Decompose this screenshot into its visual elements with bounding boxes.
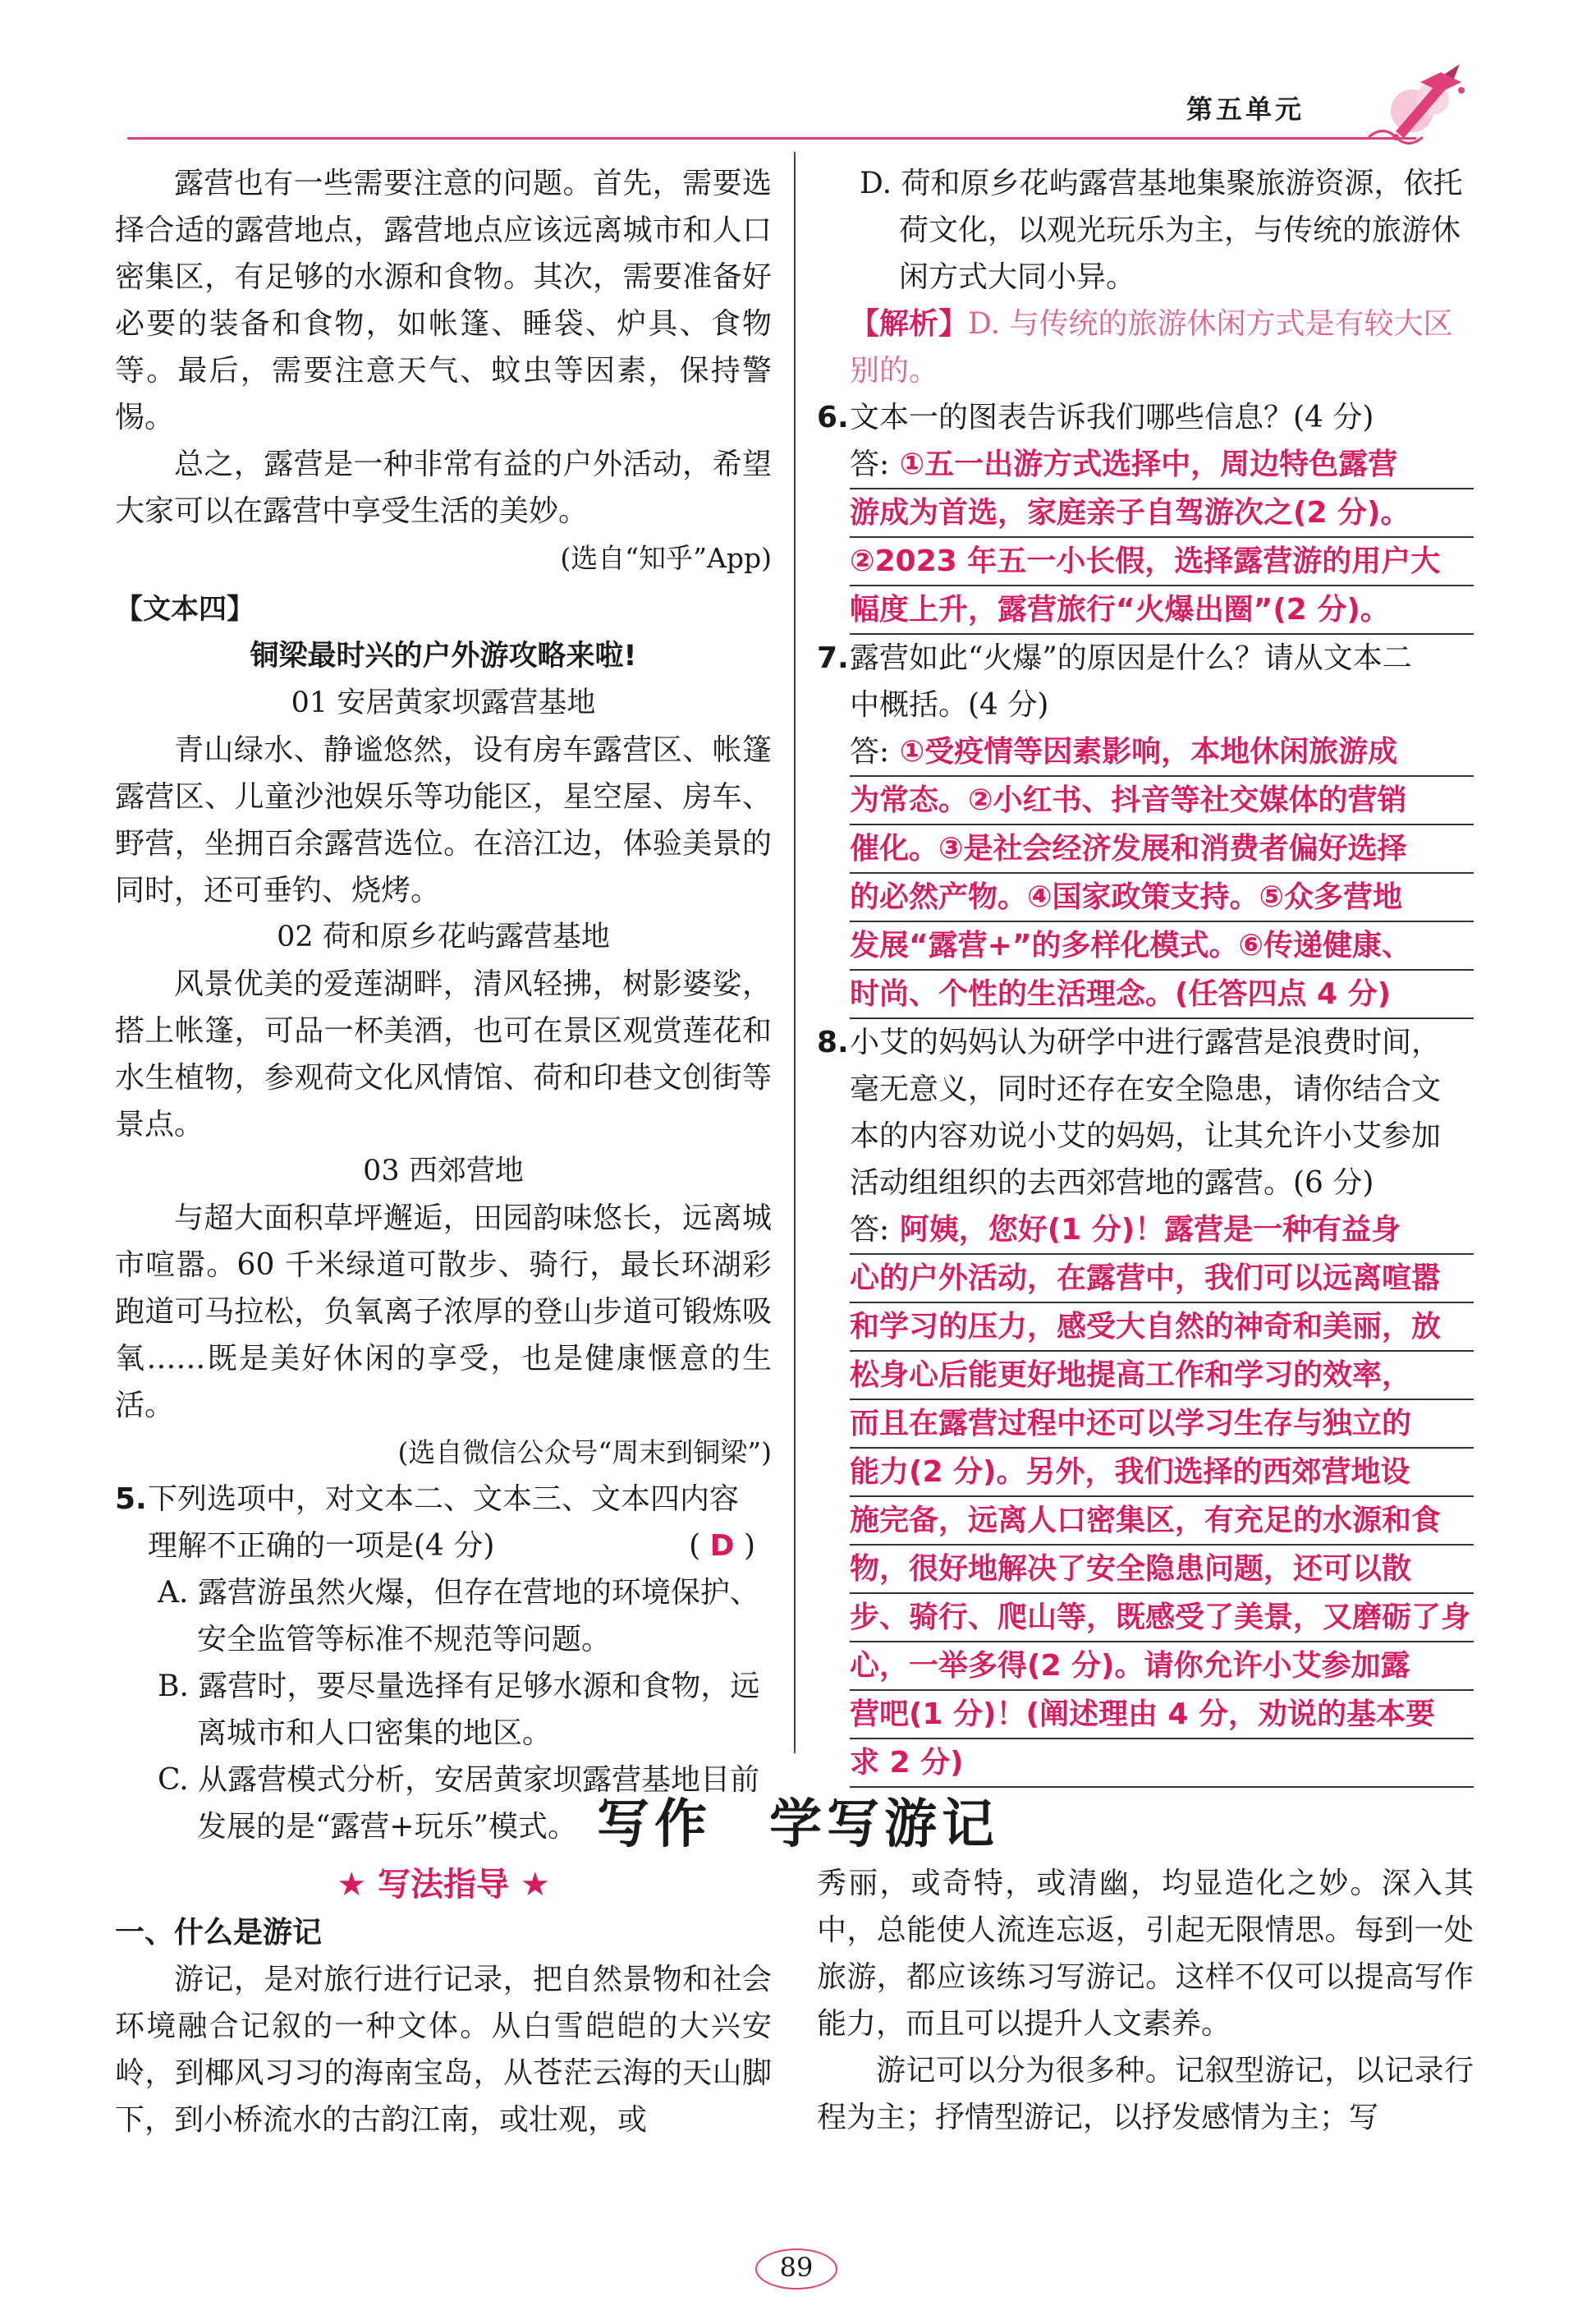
- question-5-number: 5.: [115, 1482, 147, 1516]
- writing-guide-heading: ★ 写法指导 ★: [337, 1866, 550, 1904]
- site-title-3: 03 西郊营地: [363, 1155, 524, 1187]
- question-7: [817, 635, 1474, 728]
- question-8-number: 8.: [817, 1026, 849, 1059]
- question-8-answer: 答: 阿姨，您好(1 分)！露营是一种有益身 心的户外活动，在露营中，我们可以远离喧嚣 和学习的压力，感受大自然的神奇和美丽，放 松身心后能更好地提高工作和学习的效率， 而且在露营过程中还可以学习生存与独立的 能力(2 分)。另外，我们选择的西郊营地设 施完备，远离人口密集区，有充足的水源和食 物，很好地解决了安全隐患问题，还可以散 步、骑行、爬山等，既感受了美景，又磨砺了身 心，一举多得(2 分)。请你允许小艾参加露 营吧(1 分)！(阐述理由 4 分，劝说的基本要 求 2 分): [817, 1206, 1474, 1788]
- text3-paragraph-2: 总之，露营是一种非常有益的户外活动，希望大家可以在露营中享受生活的美妙。: [115, 448, 772, 528]
- page-number-badge: [755, 2248, 837, 2290]
- question-5-answer: D: [709, 1529, 735, 1563]
- analysis-label: 【解析】: [850, 307, 969, 341]
- right-column: [817, 160, 1474, 1788]
- text4-source: (选自微信公众号“周末到铜梁”): [397, 1436, 772, 1468]
- left-column: [115, 160, 772, 1850]
- writing-paragraph-1: 游记，是对旅行进行记录，把自然景物和社会环境融合记叙的一种文体。从白雪皑皑的大兴安岭，到椰风习习的海南宝岛，从苍茫云海的天山脚下，到小桥流水的古韵江南，或壮观，或: [115, 1963, 772, 2137]
- answer-label: 答:: [850, 448, 890, 481]
- text4-tag: 【文本四】: [115, 593, 255, 626]
- writing-subheading-1: 一、什么是游记: [115, 1916, 323, 1950]
- column-divider: [794, 152, 796, 1753]
- text3-paragraph-1: 露营也有一些需要注意的问题。首先，需要选择合适的露营地点，露营地点应该远离城市和人口密集区，有足够的水源和食物。其次，需要准备好必要的装备和食物，如帐篷、睡袋、炉具、食物等。最后，需要注意天气、蚊虫等因素，保持警惕。: [115, 167, 772, 434]
- question-8: 8. 小艾的妈妈认为研学中进行露营是浪费时间， 毫无意义，同时还存在安全隐患，请你结合文 本的内容劝说小艾的妈妈，让其允许小艾参加 活动组组织的去西郊营地的露营。(6 分): [817, 1019, 1474, 1206]
- question-6-number: 6.: [817, 401, 849, 434]
- site-title-1: 01 安居黄家坝露营基地: [291, 687, 596, 719]
- writing-section-title: 写作 学写游记: [597, 1794, 999, 1855]
- answer-label: 答:: [850, 1213, 890, 1247]
- question-6: [817, 394, 1474, 441]
- site-title-2: 02 荷和原乡花屿露营基地: [277, 921, 610, 953]
- site-body-1: 青山绿水、静谧悠然，设有房车露营区、帐篷露营区、儿童沙池娱乐等功能区，星空屋、房车、野营，坐拥百余露营选位。在涪江边，体验美景的同时，还可垂钓、烧烤。: [115, 733, 772, 907]
- question-5-option-a: A. 露营游虽然火爆，但存在营地的环境保护、安全监管等标准不规范等问题。: [158, 1576, 759, 1656]
- question-7-number: 7.: [817, 641, 849, 675]
- text3-source: (选自“知乎”App): [560, 542, 772, 574]
- question-5-option-b: B. 露营时，要尽量选择有足够水源和食物，远离城市和人口密集的地区。: [158, 1670, 760, 1750]
- writing-left-column: [115, 1860, 772, 2143]
- header-rule: [127, 137, 1416, 140]
- question-5-answer-paren: ( D ): [689, 1529, 755, 1563]
- header-swirl-icon: [1367, 123, 1424, 148]
- writing-paragraph-1-continued: 秀丽，或奇特，或清幽，均显造化之妙。深入其中，总能使人流连忘返，引起无限情思。每到一处旅游，都应该练习写游记。这样不仅可以提高写作能力，而且可以提升人文素养。: [817, 1867, 1474, 2041]
- answer-label: 答:: [850, 735, 890, 769]
- site-body-3: 与超大面积草坪邂逅，田园韵味悠长，远离城市喧嚣。60 千米绿道可散步、骑行，最长环湖彩跑道可马拉松，负氧离子浓厚的登山步道可锻炼吸氧……既是美好休闲的享受，也是健康惬意的生活。: [115, 1201, 772, 1422]
- question-5-analysis: 【解析】D. 与传统的旅游休闲方式是有较大区别的。: [850, 307, 1453, 388]
- question-7-stem-line-1: 露营如此“火爆”的原因是什么？请从文本二: [850, 641, 1412, 675]
- question-6-answer: 答: ①五一出游方式选择中，周边特色露营 游成为首选，家庭亲子自驾游次之(2 分)。 ②2023 年五一小长假，选择露营游的用户大 幅度上升，露营旅行“火爆出圈”(2 分)。: [817, 441, 1474, 635]
- question-5-stem-line-1: 下列选项中，对文本二、文本三、文本四内容: [148, 1482, 740, 1516]
- question-5-stem-line-2: 理解不正确的一项是(4 分) ( D ): [148, 1523, 772, 1569]
- site-body-2: 风景优美的爱莲湖畔，清风轻拂，树影婆娑，搭上帐篷，可品一杯美酒，也可在景区观赏莲花和水生植物，参观荷文化风情馆、荷和印巷文创街等景点。: [115, 967, 772, 1141]
- unit-label: 第五单元: [1186, 94, 1305, 125]
- question-6-stem: 文本一的图表告诉我们哪些信息？(4 分): [850, 401, 1374, 434]
- writing-paragraph-2: 游记可以分为很多种。记叙型游记，以记录行程为主；抒情型游记，以抒发感情为主；写: [817, 2054, 1474, 2134]
- question-5-option-d: D. 荷和原乡花屿露营基地集聚旅游资源，依托荷文化，以观光玩乐为主，与传统的旅游休闲方式大同小异。: [860, 167, 1463, 294]
- writing-right-column: [817, 1860, 1474, 2141]
- question-5: [115, 1476, 772, 1569]
- question-7-stem-line-2: 中概括。(4 分): [850, 688, 1049, 722]
- question-7-answer: 答: ①受疫情等因素影响，本地休闲旅游成 为常态。②小红书、抖音等社交媒体的营销 催化。③是社会经济发展和消费者偏好选择 的必然产物。④国家政策支持。⑤众多营地 发展“露营+”的多样化模式。⑥传递健康、 时尚、个性的生活理念。(任答四点 4 分): [817, 728, 1474, 1019]
- page-number: 89: [779, 2252, 814, 2283]
- text4-title: 铜梁最时兴的户外游攻略来啦!: [250, 640, 637, 673]
- question-5-option-c: C. 从露营模式分析，安居黄家坝露营基地目前发展的是“露营+玩乐”模式。: [158, 1763, 760, 1844]
